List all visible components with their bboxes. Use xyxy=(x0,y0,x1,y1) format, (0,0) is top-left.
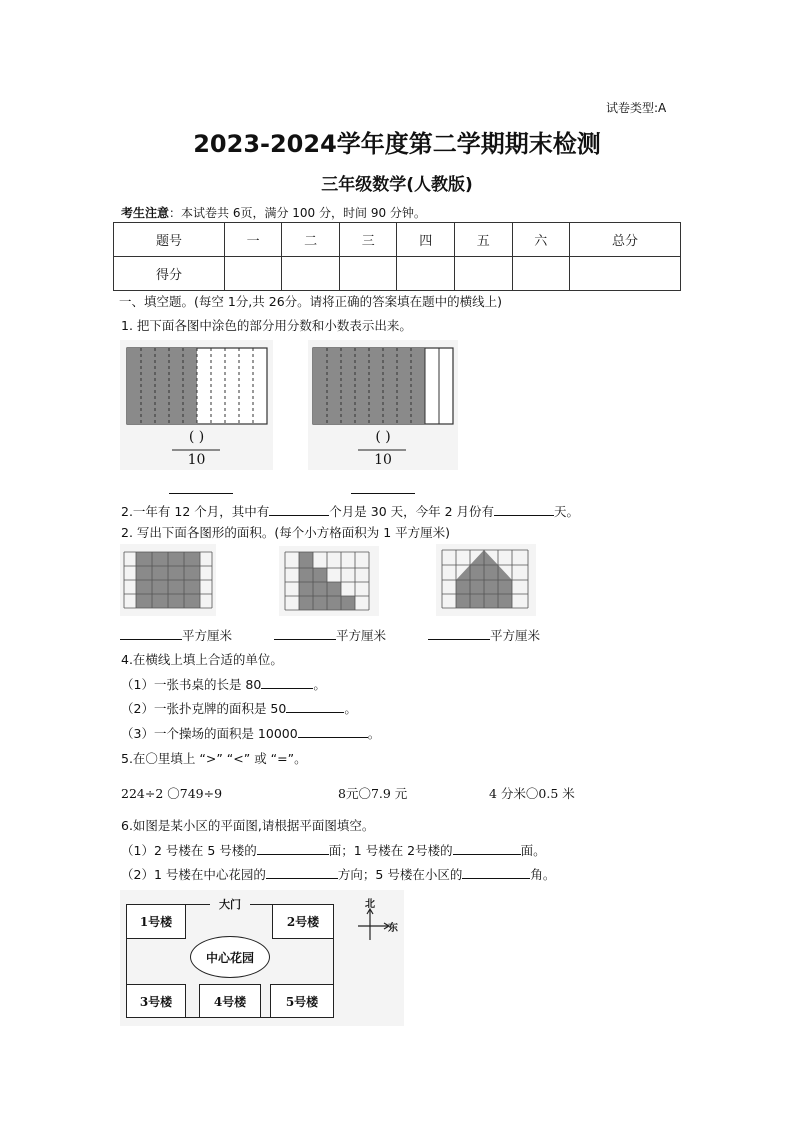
shaded-part xyxy=(127,348,197,424)
compass-arrows-icon xyxy=(352,908,392,944)
q6-text: （2）1 号楼在中心花园的 xyxy=(121,867,266,882)
q2a-text-1: 2.一年有 12 个月，其中有 xyxy=(121,504,270,519)
q2a-text-3: 天。 xyxy=(554,504,580,519)
decimal-answer-blank-1[interactable] xyxy=(169,481,233,494)
direction-blank-4[interactable] xyxy=(462,866,530,879)
building-5: 5号楼 xyxy=(270,984,334,1018)
score-cell[interactable] xyxy=(282,257,340,291)
unit-blank-1[interactable] xyxy=(261,676,313,689)
question-2b: 2. 写出下面各图形的面积。(每个小方格面积为 1 平方厘米) xyxy=(121,525,451,540)
q4-item-text: （1）一张书桌的长是 80 xyxy=(121,677,262,692)
area-grid-3 xyxy=(436,544,536,616)
building-1: 1号楼 xyxy=(126,904,186,939)
fraction-figure-1 xyxy=(120,340,273,470)
compass-east: 东 xyxy=(388,923,398,934)
area-blank-1[interactable] xyxy=(120,627,182,640)
comparison-2[interactable]: 8元〇7.9 元 xyxy=(338,786,408,801)
area-answer-3 xyxy=(428,626,540,644)
period: 。 xyxy=(313,677,326,692)
q6-text: 方向；5 号楼在小区的 xyxy=(337,867,463,882)
unit-blank-3[interactable] xyxy=(298,725,368,738)
compass-north: 北 xyxy=(365,899,375,910)
area-unit: 平方厘米 xyxy=(336,628,387,643)
neighborhood-map xyxy=(120,890,404,1026)
score-cell[interactable] xyxy=(339,257,397,291)
q6-line-2 xyxy=(121,865,555,883)
exam-subtitle: 三年级数学(人教版) xyxy=(321,175,473,195)
q6-line-1 xyxy=(121,841,546,859)
q4-item-1 xyxy=(121,675,326,693)
period: 。 xyxy=(344,701,357,716)
score-row-label: 得分 xyxy=(114,257,225,291)
building-4: 4号楼 xyxy=(199,984,261,1018)
direction-blank-1[interactable] xyxy=(257,842,329,855)
score-header-cell: 四 xyxy=(397,223,455,257)
score-cell[interactable] xyxy=(455,257,513,291)
score-header-cell: 总分 xyxy=(570,223,681,257)
score-table xyxy=(113,222,681,291)
central-garden: 中心花园 xyxy=(190,936,270,978)
q6-text: 面；1 号楼在 2号楼的 xyxy=(328,843,453,858)
q6-text: 面。 xyxy=(520,843,546,858)
numerator-placeholder: ( ) xyxy=(375,429,391,445)
score-cell[interactable] xyxy=(512,257,570,291)
fraction-figure-2 xyxy=(308,340,458,470)
period: 。 xyxy=(367,726,381,741)
area-answer-2 xyxy=(274,626,386,644)
tenths-strip-1 xyxy=(120,340,273,470)
comparison-1[interactable]: 224÷2 〇749÷9 xyxy=(121,786,223,801)
question-2a xyxy=(121,502,579,520)
paper-type: 试卷类型:A xyxy=(606,101,667,115)
score-header-cell: 三 xyxy=(339,223,397,257)
area-unit: 平方厘米 xyxy=(490,628,541,643)
score-header-cell: 六 xyxy=(512,223,570,257)
unit-blank-2[interactable] xyxy=(286,700,344,713)
gate-label: 大门 xyxy=(210,896,250,912)
question-1: 1. 把下面各图中涂色的部分用分数和小数表示出来。 xyxy=(121,318,412,333)
score-cell[interactable] xyxy=(397,257,455,291)
tenths-strip-2 xyxy=(308,340,458,470)
q4-item-text: （3）一个操场的面积是 10000 xyxy=(121,726,298,741)
area-blank-3[interactable] xyxy=(428,627,490,640)
q6-text: （1）2 号楼在 5 号楼的 xyxy=(121,843,257,858)
notice-label: 考生注意 xyxy=(121,206,170,220)
notice-text: ：本试卷共 6页，满分 100 分，时间 90 分钟。 xyxy=(169,206,426,220)
notice xyxy=(121,204,426,221)
area-grid-1 xyxy=(120,544,216,616)
building-2: 2号楼 xyxy=(272,904,334,939)
months-30-days-blank[interactable] xyxy=(269,503,329,516)
direction-blank-3[interactable] xyxy=(266,866,338,879)
question-5: 5.在〇里填上 “>” “<” 或 “=”。 xyxy=(121,751,307,766)
exam-title: 2023-2024学年度第二学期期末检测 xyxy=(193,130,601,158)
question-4: 4.在横线上填上合适的单位。 xyxy=(121,652,283,667)
q4-item-2 xyxy=(121,699,357,717)
area-blank-2[interactable] xyxy=(274,627,336,640)
denominator: 10 xyxy=(187,452,206,468)
score-header-cell: 一 xyxy=(224,223,282,257)
direction-blank-2[interactable] xyxy=(453,842,521,855)
decimal-answer-blank-2[interactable] xyxy=(351,481,415,494)
question-6: 6.如图是某小区的平面图,请根据平面图填空。 xyxy=(121,818,375,833)
score-header-cell: 题号 xyxy=(114,223,225,257)
denominator: 10 xyxy=(374,452,392,468)
q2a-text-2: 个月是 30 天，今年 2 月份有 xyxy=(329,504,495,519)
score-cell[interactable] xyxy=(570,257,681,291)
section-heading: 一、填空题。(每空 1分,共 26分。请将正确的答案填在题中的横线上) xyxy=(119,294,503,309)
score-header-cell: 五 xyxy=(455,223,513,257)
building-3: 3号楼 xyxy=(126,984,186,1018)
score-row xyxy=(114,257,681,291)
score-header-row xyxy=(114,223,681,257)
q4-item-text: （2）一张扑克牌的面积是 50 xyxy=(121,701,287,716)
comparison-3[interactable]: 4 分米〇0.5 米 xyxy=(489,786,575,801)
area-grid-2 xyxy=(279,546,379,616)
area-answer-1 xyxy=(120,626,232,644)
feb-days-blank[interactable] xyxy=(494,503,554,516)
q6-text: 角。 xyxy=(530,867,556,882)
area-unit: 平方厘米 xyxy=(182,628,233,643)
score-header-cell: 二 xyxy=(282,223,340,257)
score-cell[interactable] xyxy=(224,257,282,291)
numerator-placeholder: ( ) xyxy=(188,429,205,445)
q4-item-3 xyxy=(121,724,380,742)
